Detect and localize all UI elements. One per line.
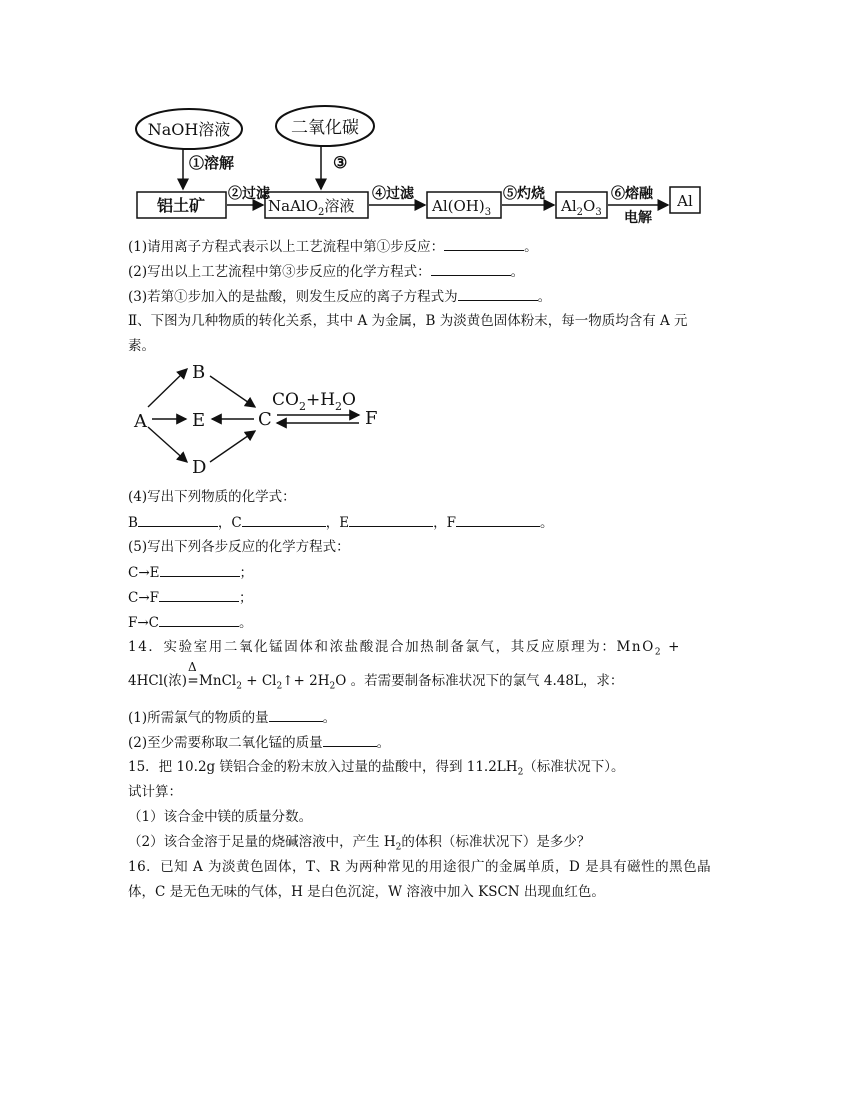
arrow-B-C xyxy=(210,376,255,407)
question-4-answers xyxy=(128,513,554,532)
q4-b-label: B xyxy=(128,515,138,531)
q14-p2: + Cl xyxy=(241,673,277,689)
step6-label: ⑥熔融 xyxy=(611,186,653,202)
question-4: (4)写出下列物质的化学式： xyxy=(128,489,296,505)
arrow-A-B xyxy=(148,369,187,407)
part2-intro-line1: Ⅱ、下图为几种物质的转化关系，其中 A 为金属，B 为淡黄色固体粉末，每一物质均含有 A 元 xyxy=(128,313,688,329)
q5-fc-end: 。 xyxy=(239,615,253,631)
node-C: C xyxy=(258,409,272,430)
node-E: E xyxy=(192,410,206,431)
q5-ce-end: ； xyxy=(239,565,253,581)
question-2 xyxy=(128,262,524,281)
question-1-end: 。 xyxy=(524,239,538,255)
q14-1-end: 。 xyxy=(322,710,337,726)
q14-2-text: (2)至少需要称取二氧化锰的质量 xyxy=(128,735,323,751)
q4-end: 。 xyxy=(540,515,554,531)
answer-blank-14-1[interactable] xyxy=(269,708,323,722)
q14-tail: + xyxy=(662,639,682,655)
q14-2-end: 。 xyxy=(376,735,391,751)
ore-box-label: 铝土矿 xyxy=(156,196,206,215)
question-5: (5)写出下列各步反应的化学方程式： xyxy=(128,539,350,555)
node-A: A xyxy=(134,411,147,432)
answer-blank[interactable] xyxy=(444,237,524,251)
node-B: B xyxy=(192,362,206,383)
step3-label: ③ xyxy=(333,153,348,172)
q14-p4: O 。若需要制备标准状况下的氯气 4.48L，求： xyxy=(335,673,624,689)
question-15-line1 xyxy=(128,758,625,782)
q4-e-label: ，E xyxy=(325,515,350,531)
question-14-line1 xyxy=(128,638,681,662)
question-16-line2: 体，C 是无色无味的气体，H 是白色沉淀，W 溶液中加入 KSCN 出现血红色。 xyxy=(128,884,605,900)
q14-p3-sub: 2 xyxy=(329,681,336,692)
q5-cf-end: ； xyxy=(239,590,253,606)
question-15-part2 xyxy=(128,833,590,857)
answer-blank-f[interactable] xyxy=(456,513,540,527)
step2-label: ②过滤 xyxy=(228,186,270,202)
naalo2-box-label: NaAlO$_2$溶液 xyxy=(268,197,355,218)
question-3-end: 。 xyxy=(537,289,552,305)
process-flow-diagram xyxy=(0,0,860,230)
question-5-fc xyxy=(128,613,253,632)
question-3-text: (3)若第①步加入的是盐酸，则发生反应的离子方程式为 xyxy=(128,289,458,305)
delta-symbol: Δ xyxy=(188,660,197,674)
q15-2-sub: 2 xyxy=(395,842,402,853)
q14-1-text: (1)所需氯气的物质的量 xyxy=(128,710,269,726)
step1-label: ①溶解 xyxy=(189,154,235,172)
question-3 xyxy=(128,287,551,306)
conversion-diagram xyxy=(0,355,860,485)
question-15-line2: 试计算： xyxy=(128,784,182,800)
q14-p2-sub: 2 xyxy=(276,681,283,692)
step4-label: ④过滤 xyxy=(372,186,414,202)
q15-text: 15．把 10.2g 镁铝合金的粉末放入过量的盐酸中，得到 11.2LH xyxy=(128,759,518,775)
answer-blank-b[interactable] xyxy=(138,513,218,527)
q14-reactant: 4HCl(浓) xyxy=(128,673,188,689)
step6-under-label: 电解 xyxy=(624,210,652,226)
answer-blank-14-2[interactable] xyxy=(323,733,377,747)
question-14-2 xyxy=(128,733,390,752)
q5-ce-label: C→E xyxy=(128,565,160,581)
question-2-end: 。 xyxy=(510,264,525,280)
q14-p1: MnCl xyxy=(199,673,237,689)
q14-p1-sub: 2 xyxy=(236,681,242,692)
al2o3-box-label: $Al_2O_3$ xyxy=(561,197,602,218)
q15-sub: 2 xyxy=(517,767,524,778)
q14-p3: ↑+ 2H xyxy=(282,673,330,689)
q15-2-tail: 的体积（标准状况下）是多少？ xyxy=(401,834,591,850)
part2-intro-line2: 素。 xyxy=(128,338,155,354)
co2-oval-label: 二氧化碳 xyxy=(291,118,359,138)
q5-cf-label: C→F xyxy=(128,590,160,606)
question-15-part1: （1）该合金中镁的质量分数。 xyxy=(128,809,313,825)
answer-blank[interactable] xyxy=(458,287,538,301)
q14-sub: 2 xyxy=(654,647,663,658)
answer-blank[interactable] xyxy=(431,262,511,276)
q4-c-label: ，C xyxy=(217,515,242,531)
answer-blank-ce[interactable] xyxy=(160,563,240,577)
q14-text: 14．实验室用二氧化锰固体和浓盐酸混合加热制备氯气，其反应原理为：MnO xyxy=(128,639,655,655)
question-14-1 xyxy=(128,708,336,727)
q4-f-label: ，F xyxy=(433,515,456,531)
co2-h2o-label: $CO_2+H_2O$ xyxy=(272,390,356,413)
aloh3-box-label: $Al(OH)_3$ xyxy=(432,197,492,218)
node-F: F xyxy=(365,408,378,429)
question-5-ce xyxy=(128,563,253,582)
question-1 xyxy=(128,237,538,256)
node-D: D xyxy=(192,457,207,478)
question-1-text: (1)请用离子方程式表示以上工艺流程中第①步反应： xyxy=(128,239,445,255)
q15-tail: （标准状况下）。 xyxy=(523,759,625,775)
answer-blank-cf[interactable] xyxy=(159,588,239,602)
heating-equals-sign: Δ = xyxy=(187,660,199,689)
q15-2-text: （2）该合金溶于足量的烧碱溶液中，产生 H xyxy=(128,834,396,850)
al-box-label: Al xyxy=(677,192,693,210)
naoh-oval-label: NaOH溶液 xyxy=(147,120,231,139)
question-14-line2 xyxy=(128,660,624,696)
answer-blank-c[interactable] xyxy=(242,513,326,527)
answer-blank-fc[interactable] xyxy=(159,613,239,627)
question-2-text: (2)写出以上工艺流程中第③步反应的化学方程式： xyxy=(128,264,431,280)
arrow-A-D xyxy=(148,427,187,462)
question-16-line1: 16．已知 A 为淡黄色固体，T、R 为两种常见的用途很广的金属单质，D 是具有磁性的黑色晶 xyxy=(128,859,712,875)
arrow-D-C xyxy=(210,431,255,462)
step5-label: ⑤灼烧 xyxy=(503,186,545,202)
question-5-cf xyxy=(128,588,253,607)
answer-blank-e[interactable] xyxy=(349,513,433,527)
q5-fc-label: F→C xyxy=(128,615,160,631)
